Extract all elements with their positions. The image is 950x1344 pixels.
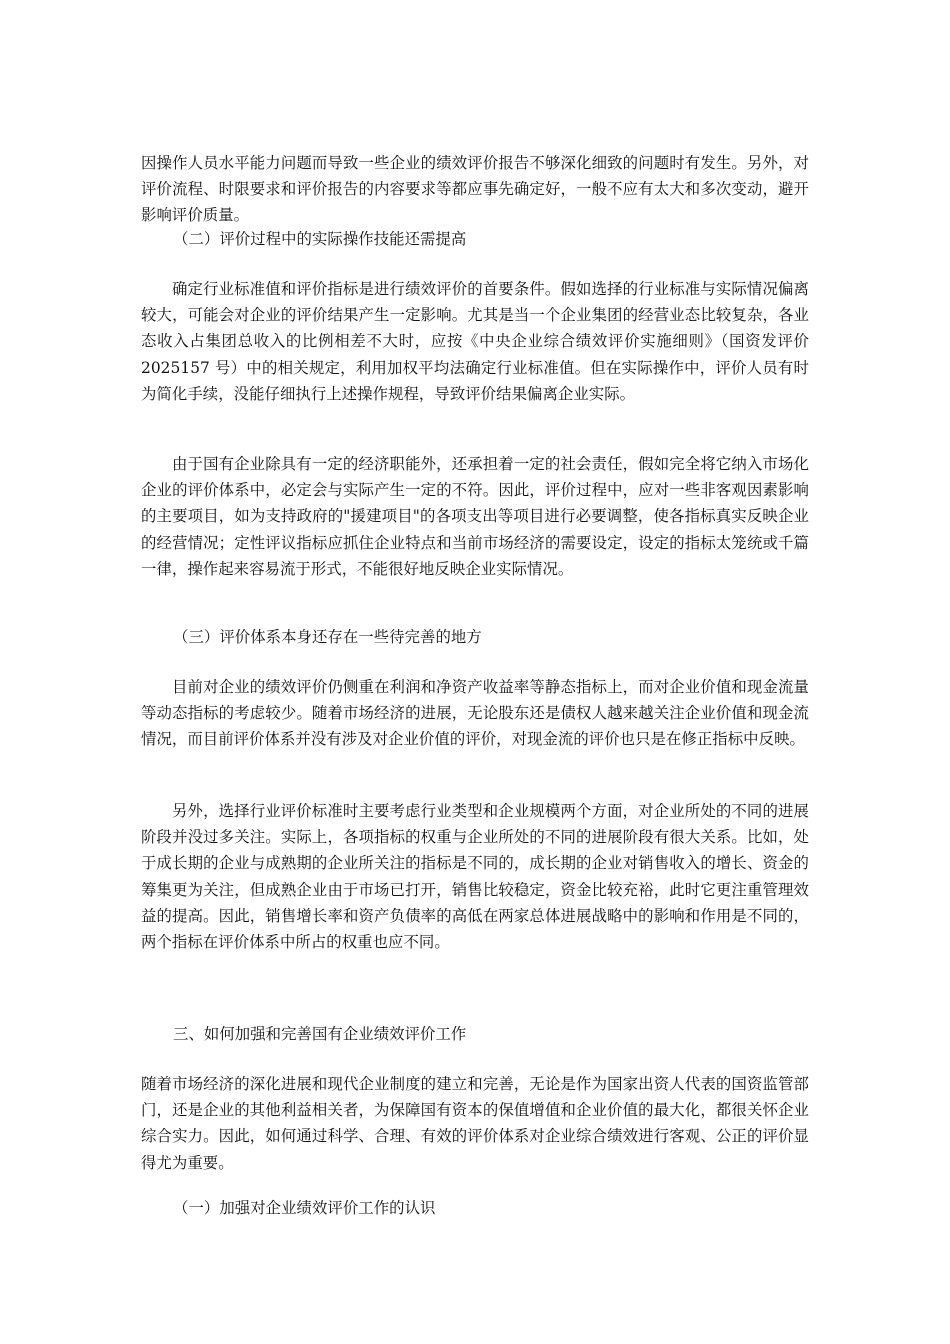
paragraph-standards: 确定行业标准值和评价指标是进行绩效评价的首要条件。假如选择的行业标准与实际情况偏离较大，可能会对企业的评价结果产生一定影响。尤其是当一个企业集团的经营业态比较复杂，各业态收入占集团总收入的比例相差不大时，应按《中央企业综合绩效评价实施细则》（国资发评价 2025157 号）中的相关规定，利用加权平均法确定行业标准值。但在实际操作中，评价人员有时为简化手续，没能仔细执行上述操作规程，导致评价结果偏离企业实际。 xyxy=(141,280,809,403)
subheading-3: （三）评价体系本身还存在一些待完善的地方 xyxy=(173,628,482,646)
paragraph-market-economy: 随着市场经济的深化进展和现代企业制度的建立和完善，无论是作为国家出资人代表的国资监管部门，还是企业的其他利益相关者，为保障国有资本的保值增值和企业价值的最大化，都很关怀企业综合实力。因此，如何通过科学、合理、有效的评价体系对企业综合绩效进行客观、公正的评价显得尤为重要。 xyxy=(141,1075,809,1172)
paragraph-state-enterprise: 由于国有企业除具有一定的经济职能外，还承担着一定的社会责任，假如完全将它纳入市场化企业的评价体系中，必定会与实际产生一定的不符。因此，评价过程中，应对一些非客观因素影响的主要项目，如为支持政府的"援建项目"的各项支出等项目进行必要调整，使各指标真实反映企业的经营情况；定性评议指标应抓住企业特点和当前市场经济的需要设定，设定的指标太笼统或千篇一律，操作起来容易流于形式，不能很好地反映企业实际情况。 xyxy=(141,455,809,578)
paragraph-static-indicators: 目前对企业的绩效评价仍侧重在利润和净资产收益率等静态指标上，而对企业价值和现金流量等动态指标的考虑较少。随着市场经济的进展，无论股东还是债权人越来越关注企业价值和现金流情况，而目前评价体系并没有涉及对企业价值的评价，对现金流的评价也只是在修正指标中反映。 xyxy=(141,678,809,749)
subheading-2: （二）评价过程中的实际操作技能还需提高 xyxy=(173,230,467,248)
paragraph-continued: 因操作人员水平能力问题而导致一些企业的绩效评价报告不够深化细致的问题时有发生。另外，对评价流程、时限要求和评价报告的内容要求等都应事先确定好，一般不应有太大和多次变动，避开影响评价质量。 xyxy=(141,154,809,225)
paragraph-industry-standards: 另外，选择行业评价标准时主要考虑行业类型和企业规模两个方面，对企业所处的不同的进展阶段并没过多关注。实际上，各项指标的权重与企业所处的不同的进展阶段有很大关系。比如，处于成长期的企业与成熟期的企业所关注的指标是不同的，成长期的企业对销售收入的增长、资金的筹集更为关注，但成熟企业由于市场已打开，销售比较稳定，资金比较充裕，此时它更注重管理效益的提高。因此，销售增长率和资产负债率的高低在两家总体进展战略中的影响和作用是不同的，两个指标在评价体系中所占的权重也应不同。 xyxy=(141,802,809,952)
subheading-1: （一）加强对企业绩效评价工作的认识 xyxy=(173,1199,436,1217)
section-heading-3: 三、如何加强和完善国有企业绩效评价工作 xyxy=(173,1025,467,1043)
